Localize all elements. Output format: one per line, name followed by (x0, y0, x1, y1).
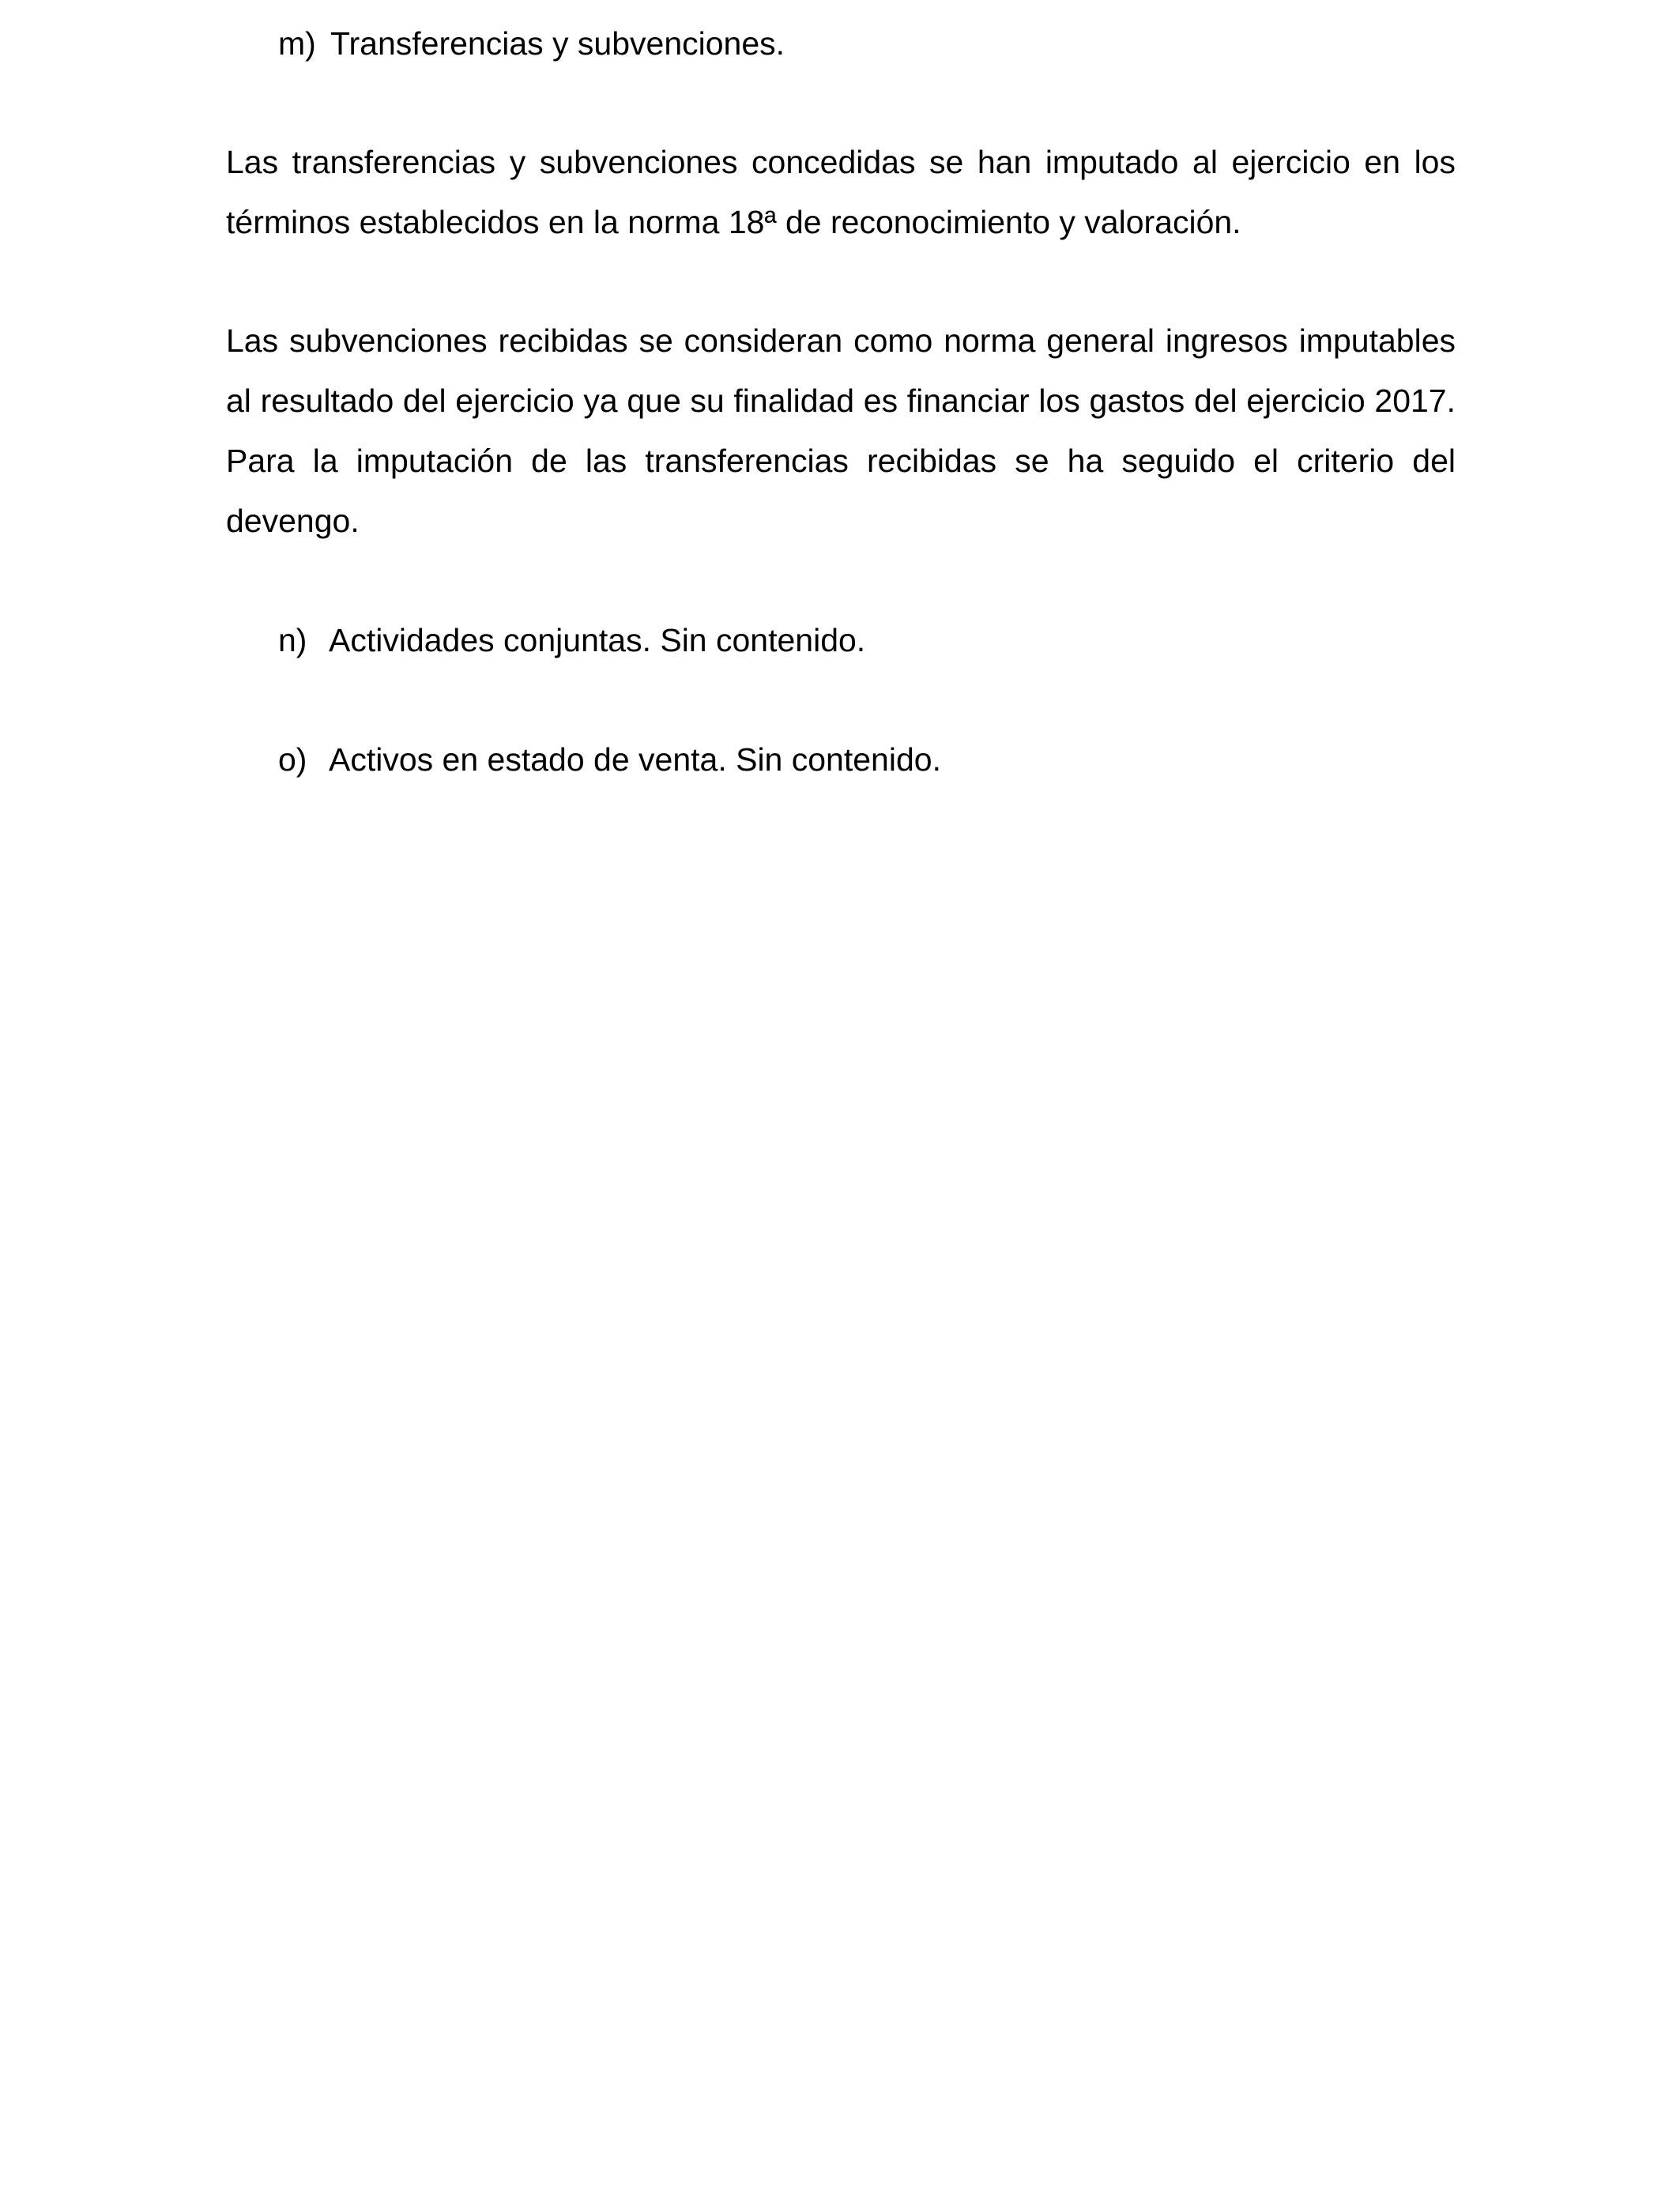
section-n-marker: n) (278, 622, 307, 658)
section-m-title: Transferencias y subvenciones. (330, 25, 785, 62)
section-o-heading (278, 729, 1456, 790)
section-m-heading (278, 13, 1456, 74)
section-o-marker: o) (278, 741, 307, 778)
section-m-marker: m) (278, 25, 316, 62)
section-n-title: Actividades conjuntas. Sin contenido. (329, 622, 866, 658)
paragraph-transfers-granted: Las transferencias y subvenciones concedidas se han imputado al ejercicio en los términos establecidos en la norma 18ª de reconocimiento y valoración. (226, 144, 1456, 240)
section-n-heading (278, 610, 1456, 670)
paragraph-subsidies-received: Las subvenciones recibidas se consideran como norma general ingresos imputables al resultado del ejercicio ya que su finalidad es financiar los gastos del ejercicio 2017. Para la imputación de las transferencias recibidas se ha seguido el criterio del devengo. (226, 322, 1456, 539)
section-o-title: Activos en estado de venta. Sin contenido. (329, 741, 941, 778)
